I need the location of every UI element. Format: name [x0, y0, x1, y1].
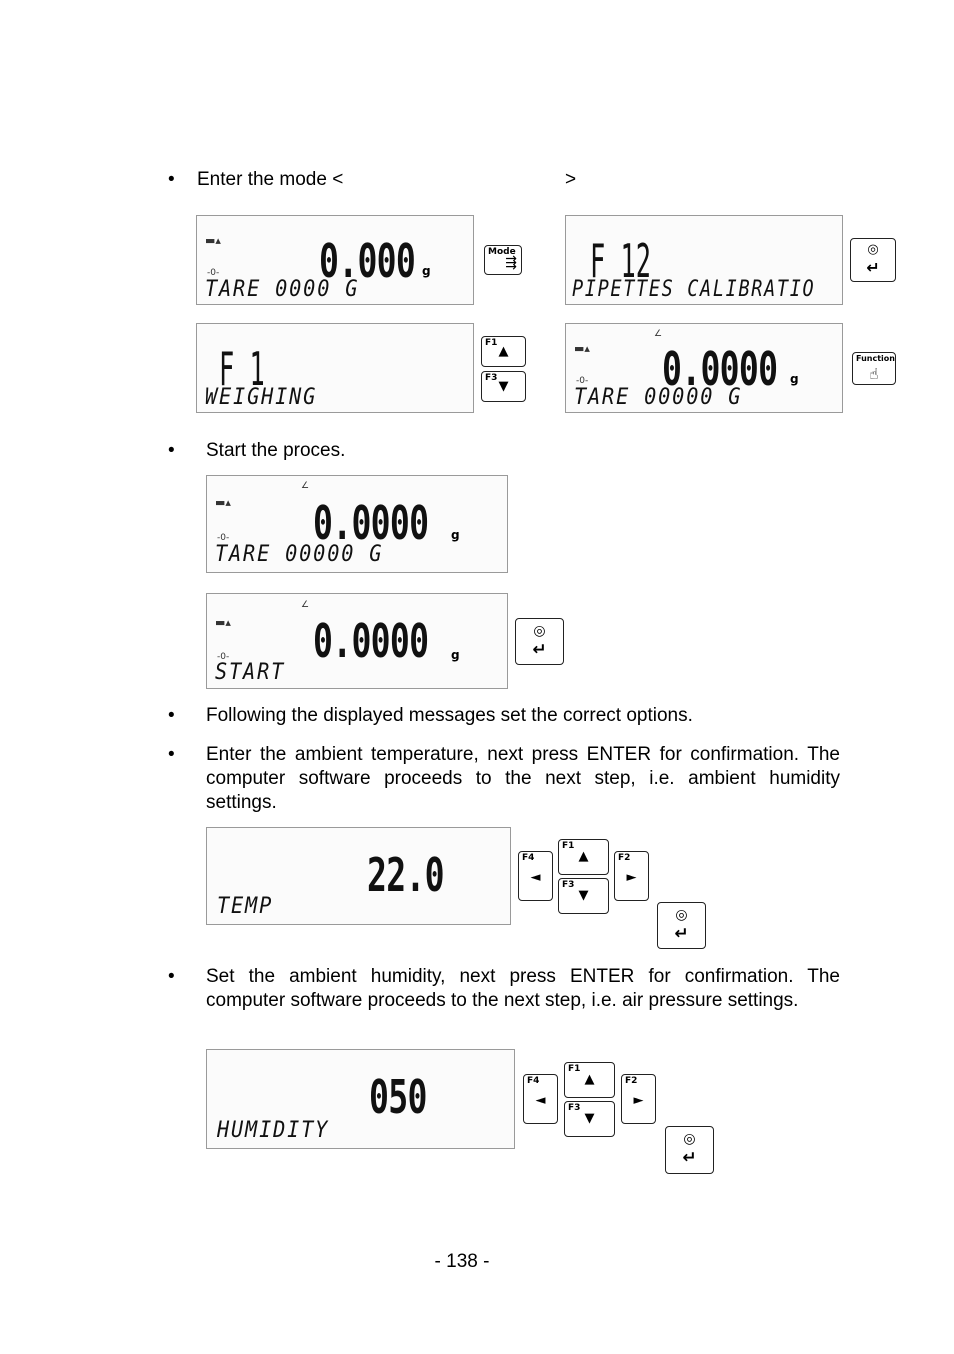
zero-indicator: -0- [217, 652, 230, 662]
f2-label: F2 [625, 1076, 638, 1086]
enter-icon: ↵ [674, 924, 689, 944]
f3-label: F3 [485, 373, 498, 383]
humidity-text: Set the ambient humidity, next press ENTER for confirmation. The computer software proceeds to the next step, i.e. air pressure settings. [206, 966, 840, 1011]
enter-mode-text: Enter the mode < [197, 169, 344, 190]
f1-label: F1 [562, 841, 575, 851]
stability-icon: ▬▴ [574, 342, 590, 355]
enter-icon: ↵ [532, 640, 547, 660]
up-arrow-icon: ▲ [578, 849, 589, 864]
display-unit: g [451, 648, 460, 662]
display-value: 0.0000 [313, 614, 429, 668]
display-value: 050 [369, 1070, 427, 1124]
display-value: F 1 [219, 342, 265, 396]
down-arrow-icon: ▼ [578, 888, 589, 903]
enter-key[interactable] [657, 902, 706, 949]
f1-label: F1 [568, 1064, 581, 1074]
level-icon: ∠ [301, 600, 310, 610]
f2-right-key[interactable] [614, 851, 649, 901]
zero-indicator: -0- [576, 376, 589, 386]
enter-top-icon: ◎ [867, 242, 879, 257]
temperature-text: Enter the ambient temperature, next press ENTER for confirmation. The computer software proceeds to the next step, i.e. ambient humidity settings. [206, 744, 840, 813]
mode-key[interactable] [484, 245, 522, 275]
zero-indicator: -0- [207, 268, 220, 278]
left-arrow-icon: ◄ [535, 1093, 546, 1108]
display-value: 22.0 [367, 848, 444, 902]
f1-up-key[interactable] [564, 1062, 615, 1098]
f4-label: F4 [522, 853, 535, 863]
page-number: - 138 - [434, 1251, 490, 1272]
bullet-dot: • [168, 169, 175, 190]
display-function-f1 [196, 323, 474, 413]
enter-mode-close: > [565, 169, 577, 190]
stability-icon: ▬▴ [215, 616, 231, 629]
display-function-f12 [565, 215, 843, 305]
bullet-enter-mode [168, 168, 868, 192]
f1-up-key[interactable] [481, 336, 526, 367]
zero-indicator: -0- [217, 533, 230, 543]
display-start [206, 593, 508, 689]
enter-top-icon: ◎ [683, 1131, 696, 1147]
display-value: 0.0000 [313, 496, 429, 550]
enter-top-icon: ◎ [533, 623, 546, 639]
level-icon: ∠ [301, 481, 310, 491]
display-subtext: TARE 0000 G [205, 277, 360, 302]
enter-key[interactable] [515, 618, 564, 665]
enter-icon: ↵ [866, 258, 880, 277]
f4-label: F4 [527, 1076, 540, 1086]
bullet-dot: • [168, 440, 175, 461]
display-subtext: START [215, 660, 286, 685]
enter-icon: ↵ [682, 1148, 697, 1168]
display-subtext: HUMIDITY [217, 1118, 330, 1143]
up-arrow-icon: ▲ [584, 1072, 595, 1087]
left-arrow-icon: ◄ [530, 870, 541, 885]
stability-icon: ▬▴ [205, 234, 221, 247]
f3-label: F3 [568, 1103, 581, 1113]
display-subtext: PIPETTES CALIBRATIO [572, 277, 816, 302]
f3-down-key[interactable] [564, 1101, 615, 1137]
f1-label: F1 [485, 338, 498, 348]
mode-key-label: Mode [488, 247, 516, 257]
function-key[interactable] [852, 352, 896, 385]
f4-left-key[interactable] [518, 851, 553, 901]
bullet-start [168, 439, 868, 463]
display-start-tare [206, 475, 508, 573]
function-key-label: Function [856, 354, 895, 363]
display-weighing-zero [196, 215, 474, 305]
display-subtext: TEMP [217, 894, 274, 919]
function-hand-icon: ☝ [869, 365, 879, 383]
display-value: F 12 [590, 234, 651, 288]
enter-key[interactable] [665, 1126, 714, 1174]
f3-down-key[interactable] [558, 878, 609, 914]
display-unit: g [422, 264, 431, 278]
level-icon: ∠ [654, 329, 663, 339]
enter-top-icon: ◎ [675, 907, 688, 923]
f3-label: F3 [562, 880, 575, 890]
bullet-dot: • [168, 966, 175, 987]
enter-key[interactable] [850, 238, 896, 282]
right-arrow-icon: ► [633, 1093, 644, 1108]
down-arrow-icon: ▼ [498, 379, 509, 394]
f1-up-key[interactable] [558, 839, 609, 875]
display-unit: g [790, 372, 799, 386]
display-value: 0.0000 [662, 342, 778, 396]
display-subtext: TARE 00000 G [215, 542, 384, 567]
f2-right-key[interactable] [621, 1074, 656, 1124]
bullet-following [168, 704, 868, 728]
display-humidity [206, 1049, 515, 1149]
up-arrow-icon: ▲ [498, 344, 509, 359]
display-temp [206, 827, 511, 925]
display-value: 0.000 [319, 234, 416, 288]
right-arrow-icon: ► [626, 870, 637, 885]
f3-down-key[interactable] [481, 371, 526, 402]
following-text: Following the displayed messages set the correct options. [206, 705, 693, 726]
start-text: Start the proces. [206, 440, 346, 461]
stability-icon: ▬▴ [215, 496, 231, 509]
bullet-dot: • [168, 744, 175, 765]
down-arrow-icon: ▼ [584, 1111, 595, 1126]
display-unit: g [451, 528, 460, 542]
mode-icon: ⇶ [505, 255, 517, 271]
bullet-dot: • [168, 705, 175, 726]
f2-label: F2 [618, 853, 631, 863]
f4-left-key[interactable] [523, 1074, 558, 1124]
display-pipettes-zero [565, 323, 843, 413]
display-subtext: WEIGHING [205, 385, 318, 410]
display-subtext: TARE 00000 G [574, 385, 743, 410]
